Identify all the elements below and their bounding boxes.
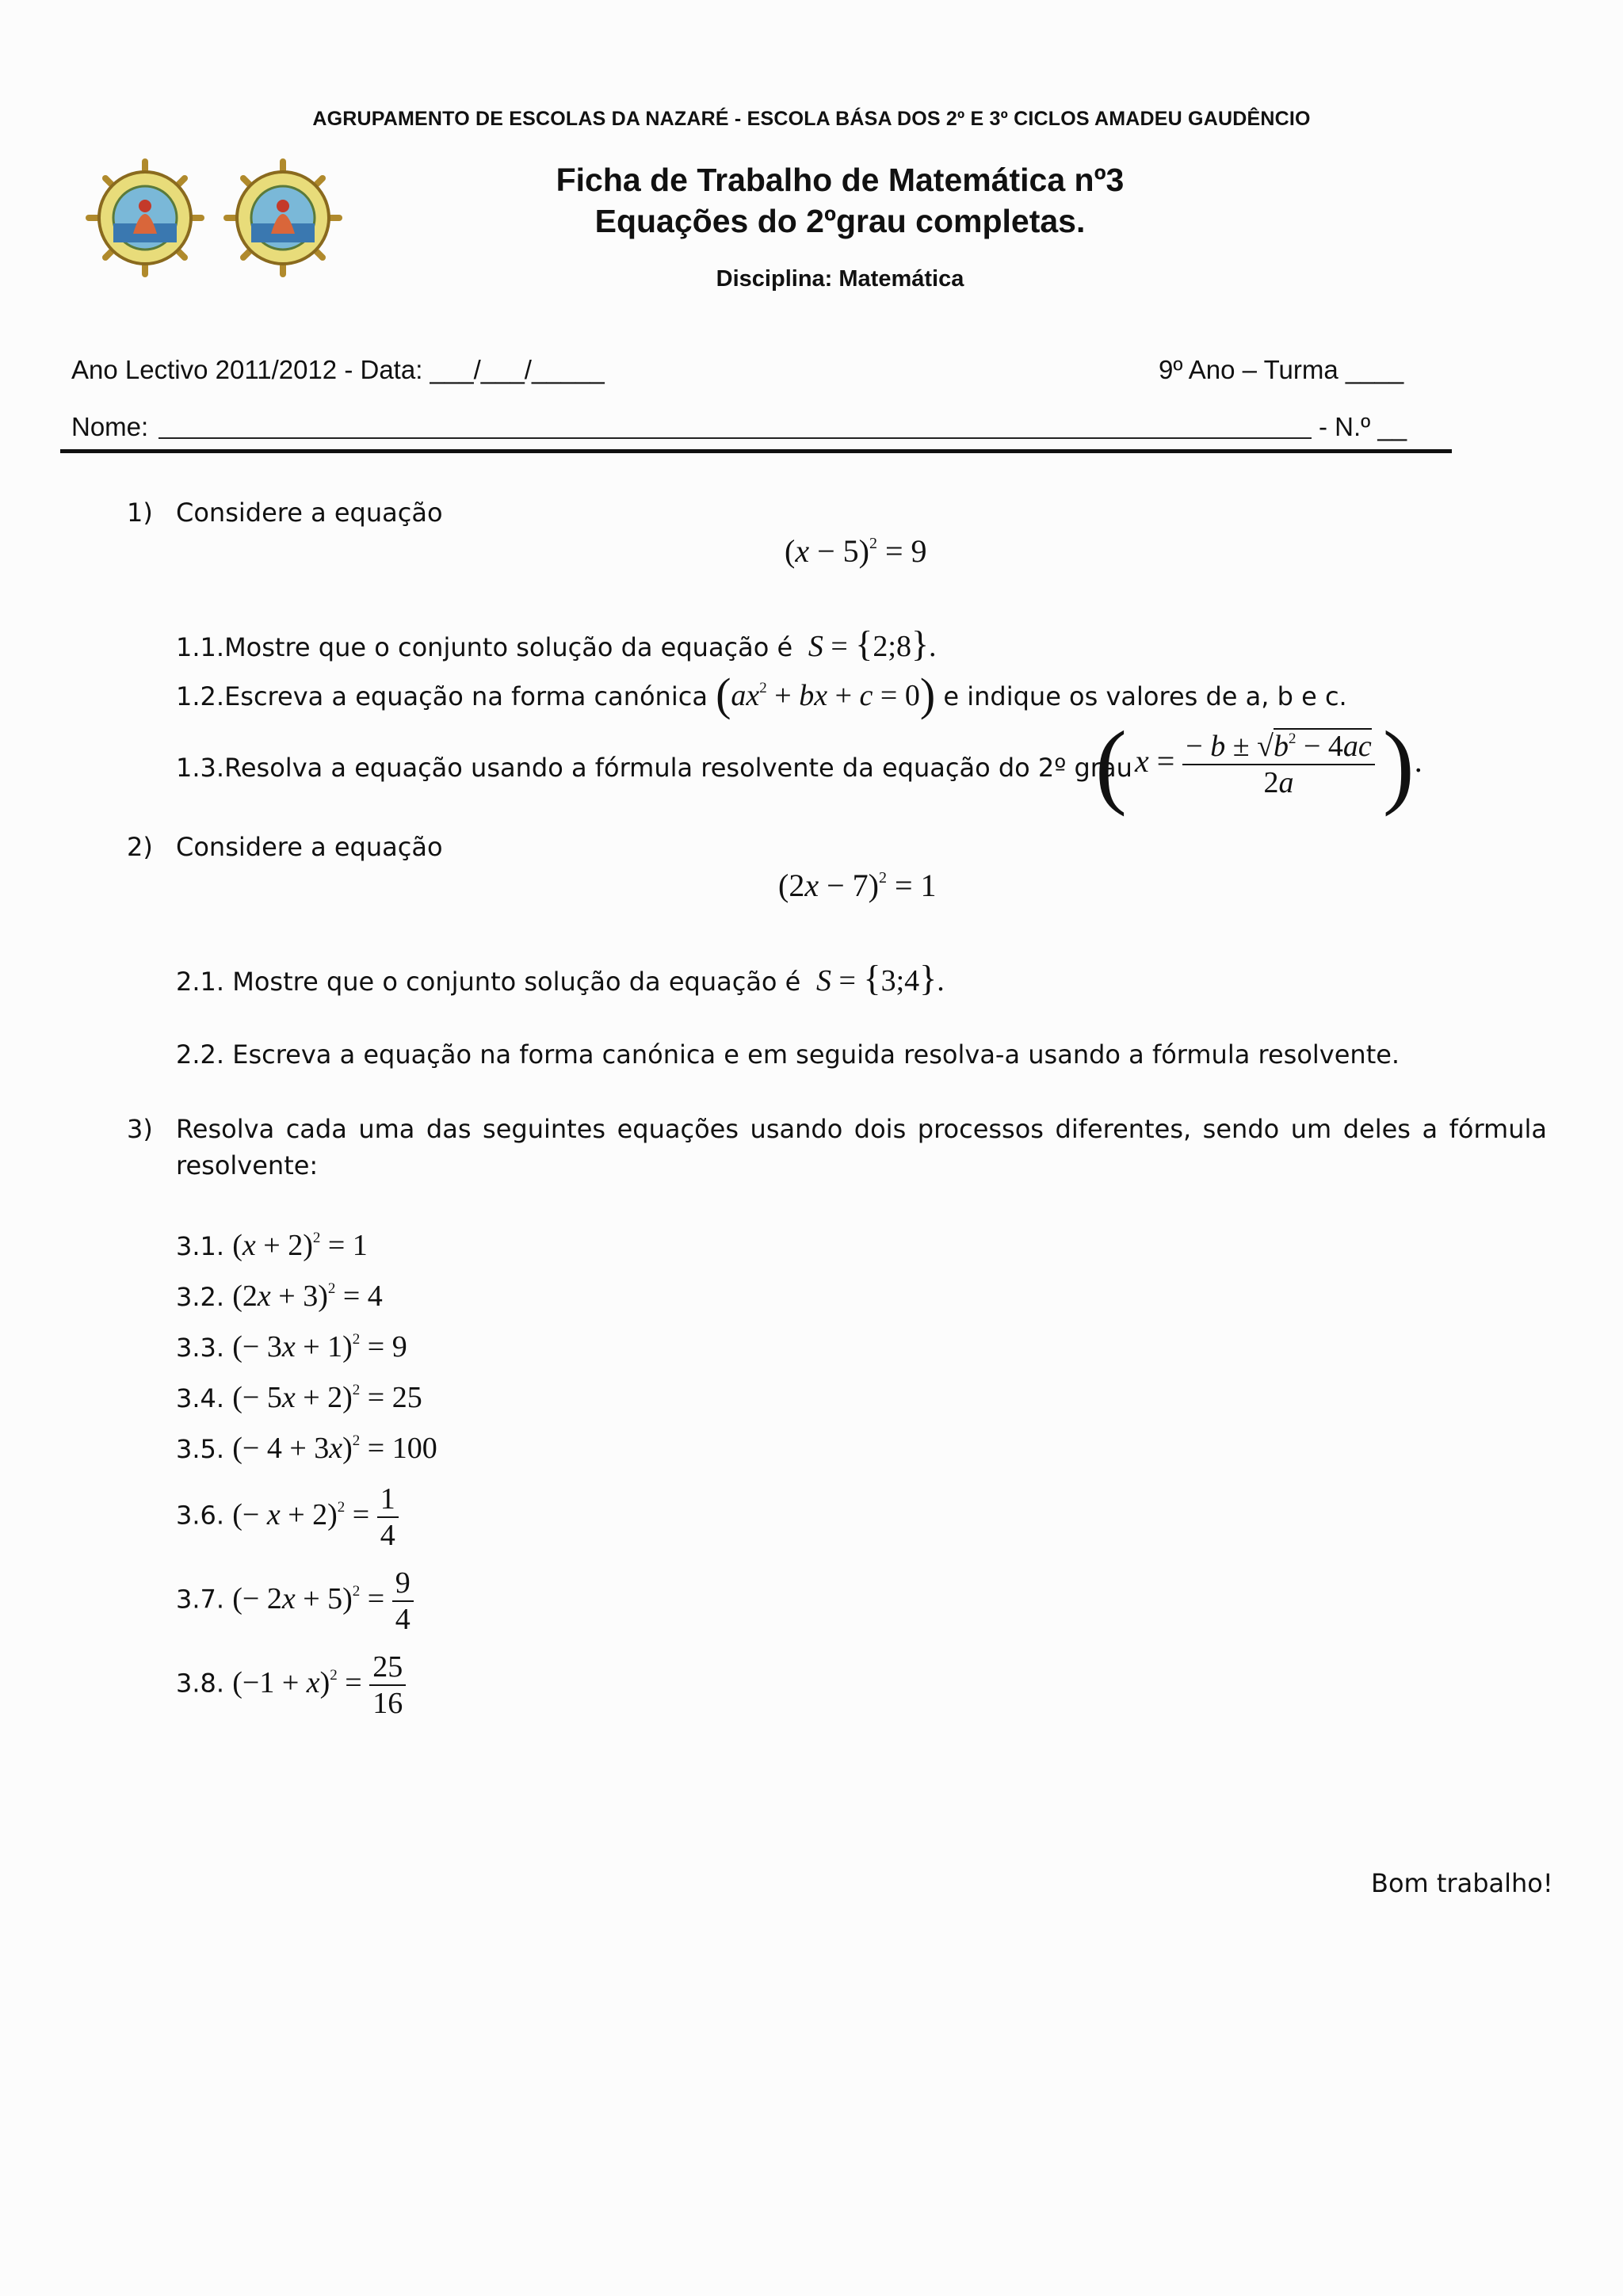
discipline: Disciplina: Matemática xyxy=(716,266,964,292)
question-3-text: Resolva cada uma das seguintes equações usando dois processos diferentes, sendo um deles a fórmula xyxy=(176,1114,1547,1144)
subquestion-2-1: 2.1. Mostre que o conjunto solução da equação é S = {3;4}. xyxy=(176,958,945,998)
subquestion-1-2: 1.2.Escreva a equação na forma canónica ($ax^2$ + bx + c = 0) e indique os valores de a, b e c. xyxy=(176,669,1347,720)
subquestion-number: 1.3. xyxy=(176,753,225,783)
worksheet-subtitle: Equações do 2ºgrau completas. xyxy=(594,203,1086,239)
school-logo xyxy=(223,158,342,277)
solution-set-2: S = {3;4}. xyxy=(816,958,945,998)
canonical-form: ($ax^2$ + bx + c = 0) xyxy=(716,669,936,720)
subquestion-number: 1.1. xyxy=(176,632,225,662)
question-3-text-cont: resolvente: xyxy=(176,1150,319,1180)
worksheet-title: Ficha de Trabalho de Matemática nº3 xyxy=(556,162,1125,198)
question-2-text: Considere a equação xyxy=(176,832,443,862)
school-year-date: Ano Lectivo 2011/2012 - Data: ___/___/_____ xyxy=(71,355,605,384)
closing-message: Bom trabalho! xyxy=(1371,1868,1553,1898)
exercise-3-7: 3.7. (− 2x + 5)$^2$ = $\frac{9}{4}$ xyxy=(176,1566,414,1637)
exercise-3-3: 3.3. (− 3x + 1)$^2$ = 9 xyxy=(176,1330,407,1363)
exercise-3-2: 3.2. $(2x + 3)^2 = 4$ xyxy=(176,1280,383,1313)
solution-set-1: S = {2;8}. xyxy=(808,624,937,664)
name-label: Nome: xyxy=(71,412,149,441)
question-3-number: 3) xyxy=(127,1114,153,1144)
exercise-3-1: 3.1. $(x + 2)^2 = 1$ xyxy=(176,1229,368,1262)
equation-2: $(2x - 7)^2 = 1$ xyxy=(778,868,937,903)
school-logo xyxy=(86,158,204,277)
question-1-text: Considere a equação xyxy=(176,498,443,528)
grade-class: 9º Ano – Turma ____ xyxy=(1159,355,1404,384)
subquestion-1-3: 1.3.Resolva a equação usando a fórmula resolvente da equação do 2º grau xyxy=(176,753,1132,783)
subquestion-number: 1.2. xyxy=(176,681,225,711)
exercise-3-5: 3.5. (− 4 + 3x)$^2$ = 100 xyxy=(176,1432,437,1465)
header-divider xyxy=(60,449,1452,453)
question-2-number: 2) xyxy=(127,832,153,862)
number-label: - N.º __ xyxy=(1319,412,1407,441)
exercise-3-6: 3.6. (− x + 2)$^2$ = $\frac{1}{4}$ xyxy=(176,1482,399,1553)
name-line xyxy=(158,437,1312,439)
exercise-3-4: 3.4. (− 5x + 2)$^2$ = 25 xyxy=(176,1381,422,1414)
equation-1: $(x - 5)^2 = 9$ xyxy=(785,533,927,569)
quadratic-formula: ( x = $\frac{- b \pm √b^2 - 4ac}{2a}$ ). xyxy=(1095,711,1423,817)
school-name: AGRUPAMENTO DE ESCOLAS DA NAZARÉ - ESCOLA BÁSA DOS 2º E 3º CICLOS AMADEU GAUDÊNCIO xyxy=(312,108,1311,130)
subquestion-1-1: 1.1.Mostre que o conjunto solução da equação é S = {2;8}. xyxy=(176,624,937,664)
question-1-number: 1) xyxy=(127,498,153,528)
subquestion-2-2: 2.2. Escreva a equação na forma canónica e em seguida resolva-a usando a fórmula resolvente. xyxy=(176,1039,1400,1070)
exercise-3-8: 3.8. $(-1 + x)^2$ = $\frac{25}{16}$ xyxy=(176,1650,406,1721)
